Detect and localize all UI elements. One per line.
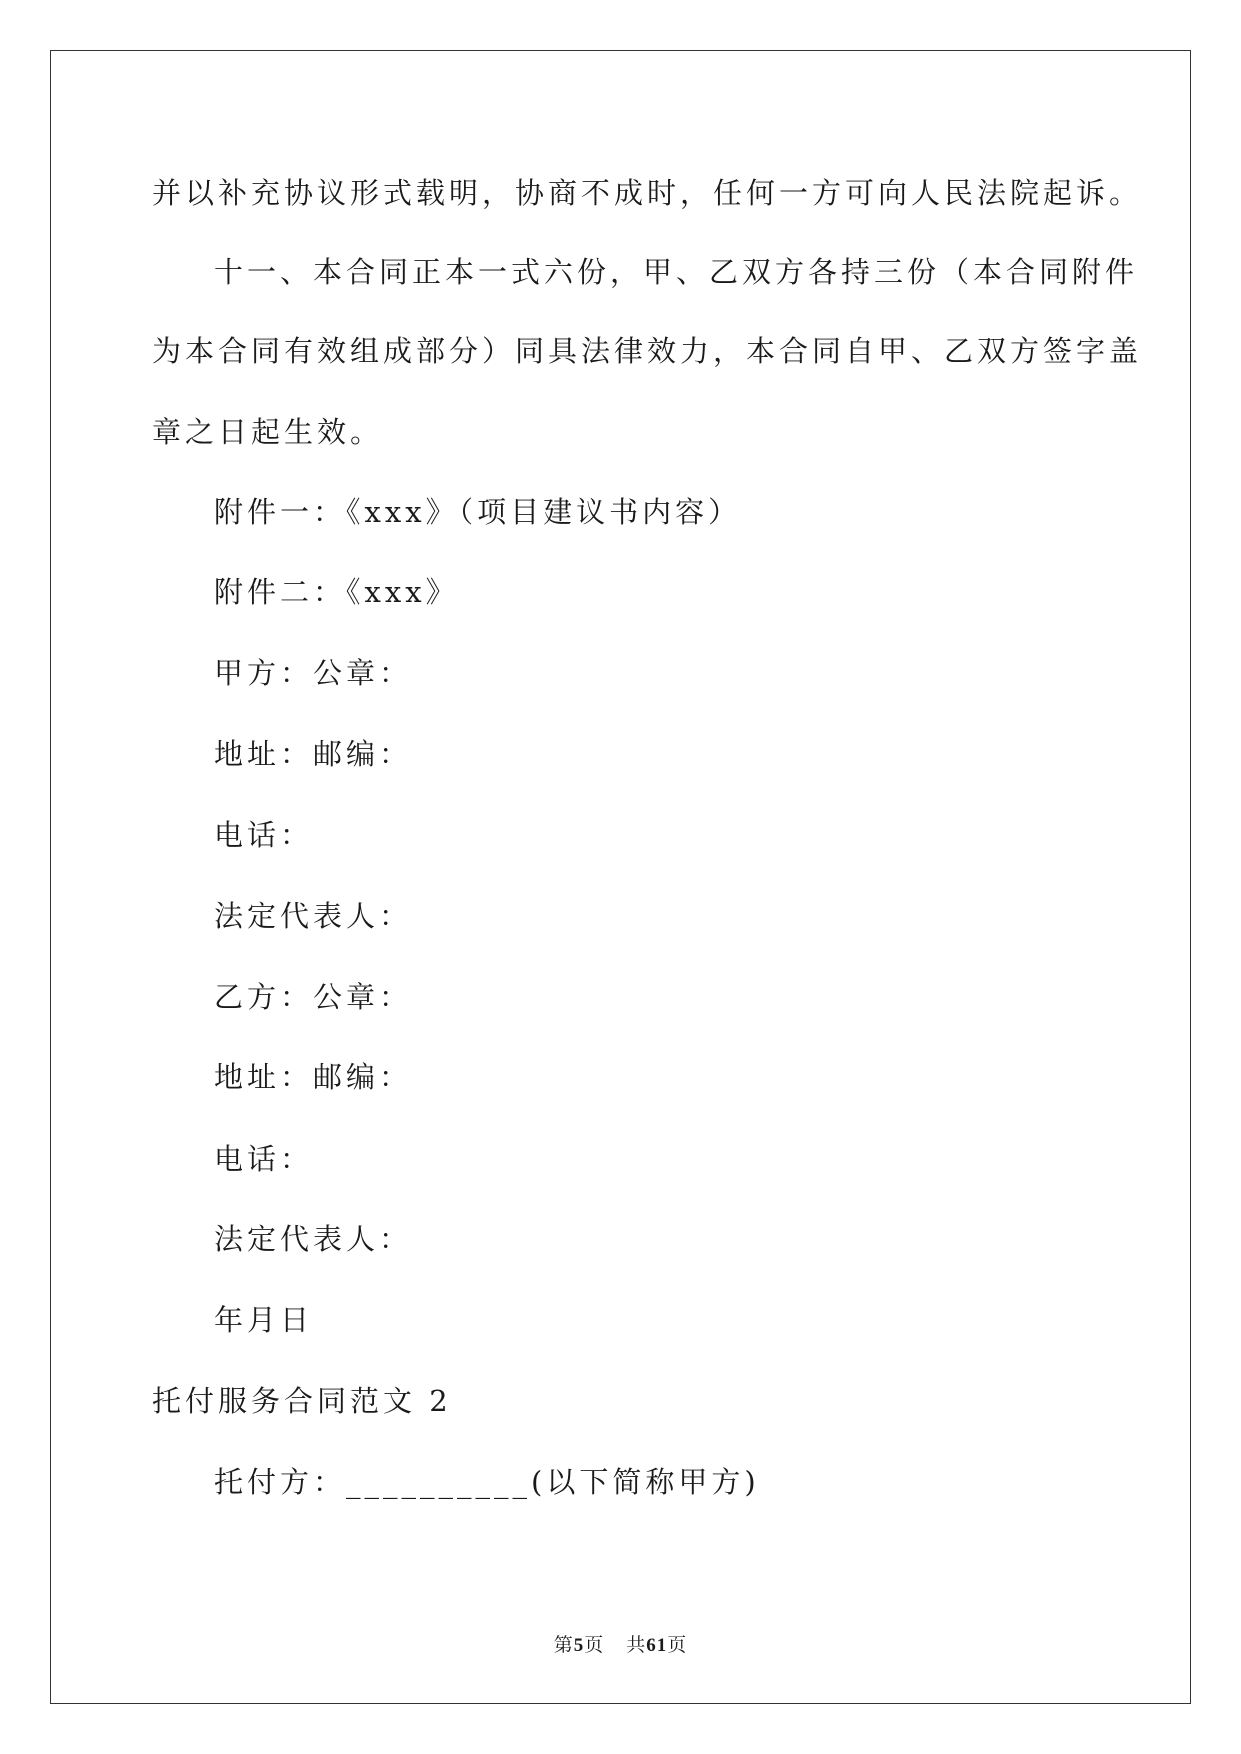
text-line: 为本合同有效组成部分）同具法律效力，本合同自甲、乙双方签字盖 <box>152 334 1143 368</box>
text-line: 年月日 <box>214 1303 314 1337</box>
page-border <box>50 50 1191 1704</box>
text-line: 十一、本合同正本一式六份，甲、乙双方各持三份（本合同附件 <box>214 255 1139 289</box>
text-line: 地址：邮编： <box>214 1060 413 1094</box>
text-line: 附件二：《xxx》 <box>214 575 459 609</box>
footer-page-prefix: 第 <box>553 1634 574 1656</box>
text-line: 电话： <box>214 1142 314 1176</box>
footer-page-number: 5 <box>573 1635 585 1656</box>
text-line: 托付方：__________(以下简称甲方) <box>214 1465 760 1499</box>
text-line: 电话： <box>214 818 314 852</box>
footer-page-suffix: 页 <box>584 1634 605 1656</box>
text-line: 地址：邮编： <box>214 737 413 771</box>
footer-total-pages: 61 <box>646 1635 668 1656</box>
text-line: 法定代表人： <box>214 1222 413 1256</box>
section-heading: 托付服务合同范文 2 <box>152 1384 452 1418</box>
text-line: 甲方：公章： <box>214 656 413 690</box>
text-line: 乙方：公章： <box>214 980 413 1014</box>
footer-total-prefix: 共 <box>626 1634 647 1656</box>
footer-total-suffix: 页 <box>667 1634 688 1656</box>
text-line: 章之日起生效。 <box>152 415 384 449</box>
text-line: 法定代表人： <box>214 899 413 933</box>
page-footer <box>0 1630 1241 1657</box>
text-line: 并以补充协议形式载明，协商不成时，任何一方可向人民法院起诉。 <box>152 176 1143 210</box>
text-line: 附件一：《xxx》（项目建议书内容） <box>214 495 742 529</box>
